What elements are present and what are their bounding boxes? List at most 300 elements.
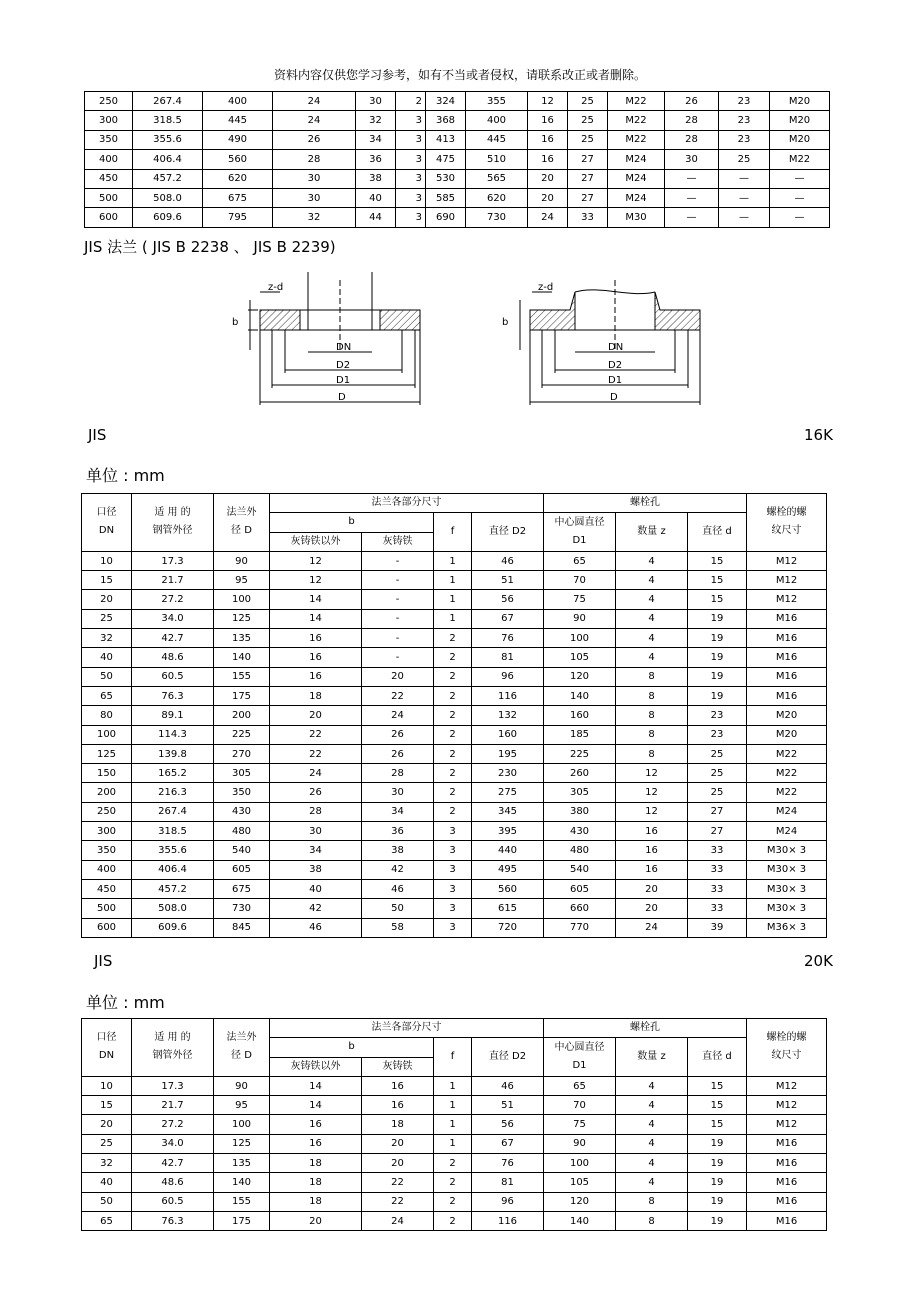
table-cell: 300	[82, 822, 132, 841]
table-cell: 12	[270, 571, 362, 590]
table-cell: M16	[747, 629, 827, 648]
table-cell: 24	[528, 208, 568, 227]
right-b-label: b	[502, 317, 509, 328]
table-cell: 30	[273, 169, 356, 188]
h-holes: 螺栓孔	[544, 494, 747, 513]
table-cell: 770	[544, 918, 616, 937]
table-cell: 90	[214, 551, 270, 570]
table-row	[82, 879, 827, 898]
table-cell: M24	[608, 150, 665, 169]
table-cell: 22	[362, 1173, 434, 1192]
table-cell: 12	[616, 764, 688, 783]
table-cell: 355.6	[132, 841, 214, 860]
table-cell: 40	[82, 648, 132, 667]
table-cell: 32	[273, 208, 356, 227]
table-cell: 345	[472, 802, 544, 821]
table-row	[85, 130, 830, 149]
table-cell: 15	[82, 1096, 132, 1115]
right-d1-label: D1	[608, 375, 623, 386]
h-z: 数量 z	[616, 513, 688, 552]
table-cell: 27	[568, 188, 608, 207]
table-cell: 139.8	[132, 744, 214, 763]
table-cell: 32	[356, 111, 396, 130]
table-cell: 260	[544, 764, 616, 783]
table-cell: 15	[688, 551, 747, 570]
table-cell: M30	[608, 208, 665, 227]
h-f: f	[434, 1038, 472, 1077]
table-cell: M16	[747, 1134, 827, 1153]
table-cell: 165.2	[132, 764, 214, 783]
table-cell: 20	[82, 590, 132, 609]
table-cell: 1	[434, 1076, 472, 1095]
table-cell: 2	[434, 629, 472, 648]
table-cell: 500	[85, 188, 133, 207]
table-cell: M20	[770, 111, 830, 130]
table-cell: 40	[82, 1173, 132, 1192]
table-cell: 76	[472, 1154, 544, 1173]
table-cell: 28	[273, 150, 356, 169]
table-cell: 42.7	[132, 629, 214, 648]
table-cell: 155	[214, 667, 270, 686]
table-cell: 225	[544, 744, 616, 763]
table-cell: 46	[362, 879, 434, 898]
table-cell: 318.5	[132, 822, 214, 841]
table-cell: 1	[434, 590, 472, 609]
table-cell: 3	[396, 169, 426, 188]
table-cell: 305	[544, 783, 616, 802]
table-cell: 42	[362, 860, 434, 879]
table-row	[82, 1076, 827, 1095]
table-cell: 4	[616, 1076, 688, 1095]
table-cell: 3	[434, 822, 472, 841]
table-cell: 19	[688, 629, 747, 648]
table-cell: 605	[214, 860, 270, 879]
table-cell: —	[665, 169, 719, 188]
table-cell: 795	[203, 208, 273, 227]
table-cell: 445	[466, 130, 528, 149]
table-cell: 50	[82, 667, 132, 686]
jis-20k-right-label: 20K	[804, 952, 833, 970]
table-cell: 24	[616, 918, 688, 937]
table-cell: 27.2	[132, 1115, 214, 1134]
table-row	[82, 1134, 827, 1153]
h-bolt: 螺栓的螺 纹尺寸	[747, 494, 827, 552]
table-cell: 96	[472, 1192, 544, 1211]
table-cell: 75	[544, 1115, 616, 1134]
table-cell: 120	[544, 1192, 616, 1211]
table-row	[85, 150, 830, 169]
table-16k	[81, 493, 827, 938]
table-cell: 267.4	[133, 92, 203, 111]
table-cell: -	[362, 648, 434, 667]
table-cell: 16	[528, 150, 568, 169]
table-cell: 1	[434, 551, 472, 570]
table-cell: 81	[472, 1173, 544, 1192]
table-cell: 510	[466, 150, 528, 169]
table-cell: 15	[688, 1115, 747, 1134]
table-cell: 2	[434, 706, 472, 725]
table-cell: 457.2	[133, 169, 203, 188]
table-cell: 46	[472, 551, 544, 570]
table-cell: 65	[544, 1076, 616, 1095]
table-cell: 24	[273, 111, 356, 130]
table-cell: 1	[434, 1115, 472, 1134]
table-cell: 125	[214, 1134, 270, 1153]
table-cell: 25	[688, 744, 747, 763]
table-cell: 3	[396, 130, 426, 149]
table-cell: 4	[616, 551, 688, 570]
table-20k	[81, 1018, 827, 1231]
table-cell: 23	[688, 706, 747, 725]
table-cell: 355	[466, 92, 528, 111]
table-cell: 430	[214, 802, 270, 821]
table-cell: —	[770, 169, 830, 188]
table-cell: M12	[747, 1096, 827, 1115]
table-cell: M22	[747, 764, 827, 783]
table-cell: 155	[214, 1192, 270, 1211]
table-cell: 500	[82, 899, 132, 918]
table-cell: 42.7	[132, 1154, 214, 1173]
table-cell: 400	[466, 111, 528, 130]
table-cell: —	[665, 208, 719, 227]
table-cell: 620	[203, 169, 273, 188]
header-note: 资料内容仅供您学习参考，如有不当或者侵权，请联系改正或者删除。	[273, 68, 646, 82]
table-cell: 17.3	[132, 1076, 214, 1095]
table-cell: 80	[82, 706, 132, 725]
table-cell: 20	[270, 706, 362, 725]
table-cell: -	[362, 609, 434, 628]
table-cell: 4	[616, 648, 688, 667]
table-cell: 8	[616, 744, 688, 763]
table-row	[82, 783, 827, 802]
table-cell: 32	[82, 629, 132, 648]
table-cell: 19	[688, 1192, 747, 1211]
table-cell: 40	[270, 879, 362, 898]
table-cell: 16	[362, 1076, 434, 1095]
table-cell: 560	[472, 879, 544, 898]
h-b2: 灰铸铁	[362, 1057, 434, 1076]
table-cell: 50	[362, 899, 434, 918]
table-cell: 100	[82, 725, 132, 744]
table-cell: 430	[544, 822, 616, 841]
table-cell: 135	[214, 629, 270, 648]
table-cell: -	[362, 590, 434, 609]
table-cell: 46	[472, 1076, 544, 1095]
h-d1: 中心圆直径 D1	[544, 1038, 616, 1077]
table-cell: 1	[434, 1096, 472, 1115]
table-cell: 17.3	[132, 551, 214, 570]
table-row	[82, 1096, 827, 1115]
table-cell: M30× 3	[747, 899, 827, 918]
table-cell: -	[362, 571, 434, 590]
table-cell: 21.7	[132, 571, 214, 590]
table-cell: 33	[688, 841, 747, 860]
table-cell: 56	[472, 1115, 544, 1134]
table-cell: 50	[82, 1192, 132, 1211]
table-cell: 530	[426, 169, 466, 188]
h-f: f	[434, 513, 472, 552]
table-cell: M20	[747, 706, 827, 725]
table-cell: 20	[616, 879, 688, 898]
table-cell: M22	[608, 130, 665, 149]
table-cell: 400	[82, 860, 132, 879]
table-cell: 2	[434, 648, 472, 667]
h-dims: 法兰各部分尺寸	[270, 494, 544, 513]
table-cell: 58	[362, 918, 434, 937]
table-cell: 730	[214, 899, 270, 918]
table-cell: 18	[270, 686, 362, 705]
table-cell: 30	[270, 822, 362, 841]
table-cell: 2	[434, 1211, 472, 1230]
table-cell: 8	[616, 1211, 688, 1230]
table-cell: 675	[203, 188, 273, 207]
table-cell: 16	[616, 822, 688, 841]
table-cell: 70	[544, 571, 616, 590]
table-cell: 132	[472, 706, 544, 725]
table-cell: 33	[688, 899, 747, 918]
table-cell: 65	[544, 551, 616, 570]
table-cell: -	[362, 629, 434, 648]
table-cell: 406.4	[132, 860, 214, 879]
table-cell: 19	[688, 1154, 747, 1173]
table-cell: 10	[82, 1076, 132, 1095]
table-cell: M16	[747, 667, 827, 686]
table-cell: 100	[544, 1154, 616, 1173]
table-cell: 100	[214, 590, 270, 609]
table-cell: 1	[434, 1134, 472, 1153]
jis-20k-left-label: JIS	[94, 952, 113, 970]
table-row	[85, 169, 830, 188]
table-cell: 175	[214, 1211, 270, 1230]
table-cell: 19	[688, 648, 747, 667]
table-row	[82, 551, 827, 570]
table-cell: 3	[434, 918, 472, 937]
table-cell: 16	[616, 860, 688, 879]
table-row	[82, 686, 827, 705]
table-cell: 395	[472, 822, 544, 841]
top-table	[84, 91, 830, 228]
table-cell: 51	[472, 1096, 544, 1115]
table-cell: 14	[270, 590, 362, 609]
table-row	[82, 590, 827, 609]
table-cell: 480	[544, 841, 616, 860]
table-cell: 56	[472, 590, 544, 609]
table-cell: 560	[203, 150, 273, 169]
table-cell: 16	[528, 111, 568, 130]
table-cell: 67	[472, 609, 544, 628]
table-cell: 15	[82, 571, 132, 590]
table-cell: 216.3	[132, 783, 214, 802]
table-row	[82, 918, 827, 937]
left-d-label: D	[338, 392, 346, 403]
table-cell: 100	[214, 1115, 270, 1134]
table-cell: 3	[434, 899, 472, 918]
table-cell: 33	[688, 860, 747, 879]
table-cell: 4	[616, 571, 688, 590]
table-cell: 24	[362, 706, 434, 725]
table-cell: 34	[356, 130, 396, 149]
table-cell: 25	[719, 150, 770, 169]
table-cell: 445	[203, 111, 273, 130]
table-cell: 508.0	[132, 899, 214, 918]
table-cell: 30	[273, 188, 356, 207]
table-cell: 15	[688, 1076, 747, 1095]
table-cell: M24	[747, 802, 827, 821]
table-cell: 4	[616, 1096, 688, 1115]
table-cell: 20	[270, 1211, 362, 1230]
right-d2-label: D2	[608, 360, 623, 371]
table-cell: 25	[568, 130, 608, 149]
table-cell: 350	[214, 783, 270, 802]
table-cell: 22	[362, 686, 434, 705]
table-cell: 21.7	[132, 1096, 214, 1115]
table-cell: 720	[472, 918, 544, 937]
table-cell: M22	[608, 111, 665, 130]
table-cell: 4	[616, 590, 688, 609]
table-cell: 324	[426, 92, 466, 111]
table-cell: —	[719, 188, 770, 207]
table-row	[82, 667, 827, 686]
table-cell: 140	[544, 686, 616, 705]
table-cell: M30× 3	[747, 860, 827, 879]
table-cell: 96	[472, 667, 544, 686]
h-bolt: 螺栓的螺 纹尺寸	[747, 1019, 827, 1077]
table-cell: 540	[544, 860, 616, 879]
table-cell: M16	[747, 609, 827, 628]
table-cell: —	[719, 169, 770, 188]
table-cell: 660	[544, 899, 616, 918]
table-cell: 89.1	[132, 706, 214, 725]
table-cell: 22	[270, 725, 362, 744]
table-cell: 4	[616, 1134, 688, 1153]
table-cell: 12	[528, 92, 568, 111]
table-cell: 270	[214, 744, 270, 763]
table-cell: 475	[426, 150, 466, 169]
table-cell: —	[665, 188, 719, 207]
h-dd: 直径 d	[688, 513, 747, 552]
table-cell: 19	[688, 609, 747, 628]
table-cell: 2	[434, 1192, 472, 1211]
left-d1-label: D1	[336, 375, 351, 386]
table-cell: M20	[770, 92, 830, 111]
table-cell: 200	[214, 706, 270, 725]
table-cell: 25	[688, 783, 747, 802]
table-cell: 20	[362, 1154, 434, 1173]
table-cell: 3	[396, 150, 426, 169]
table-cell: 350	[82, 841, 132, 860]
table-cell: 26	[362, 725, 434, 744]
table-cell: 34	[362, 802, 434, 821]
table-cell: 100	[544, 629, 616, 648]
table-cell: 105	[544, 648, 616, 667]
table-cell: 46	[270, 918, 362, 937]
table-cell: 38	[356, 169, 396, 188]
h-dn: 口径 DN	[82, 494, 132, 552]
table-cell: 2	[434, 1173, 472, 1192]
table-cell: M12	[747, 551, 827, 570]
table-cell: 51	[472, 571, 544, 590]
table-cell: 19	[688, 686, 747, 705]
table-cell: 305	[214, 764, 270, 783]
table-cell: 140	[214, 1173, 270, 1192]
table-cell: 60.5	[132, 1192, 214, 1211]
table-cell: 2	[434, 802, 472, 821]
table-cell: 81	[472, 648, 544, 667]
table-cell: M16	[747, 1154, 827, 1173]
table-cell: 105	[544, 1173, 616, 1192]
table-cell: 30	[665, 150, 719, 169]
table-cell: 44	[356, 208, 396, 227]
table-cell: 275	[472, 783, 544, 802]
table-cell: 250	[85, 92, 133, 111]
table-cell: 730	[466, 208, 528, 227]
table-cell: 690	[426, 208, 466, 227]
table-cell: 125	[214, 609, 270, 628]
table-cell: 406.4	[133, 150, 203, 169]
table-cell: 116	[472, 686, 544, 705]
table-row	[82, 725, 827, 744]
table-row	[82, 571, 827, 590]
table-cell: 76.3	[132, 686, 214, 705]
table-cell: 8	[616, 686, 688, 705]
flange-diagram	[210, 270, 720, 415]
table-cell: —	[770, 208, 830, 227]
h-dims: 法兰各部分尺寸	[270, 1019, 544, 1038]
table-cell: 26	[665, 92, 719, 111]
left-zd-label: z-d	[268, 282, 284, 293]
table-cell: 160	[472, 725, 544, 744]
table-cell: M22	[770, 150, 830, 169]
table-cell: 28	[665, 130, 719, 149]
table-cell: 160	[544, 706, 616, 725]
table-cell: 3	[434, 879, 472, 898]
table-cell: M16	[747, 1192, 827, 1211]
table-cell: 609.6	[133, 208, 203, 227]
table-cell: 490	[203, 130, 273, 149]
table-cell: 4	[616, 609, 688, 628]
table-cell: 14	[270, 609, 362, 628]
table-cell: 508.0	[133, 188, 203, 207]
table-cell: 120	[544, 667, 616, 686]
table-cell: 65	[82, 1211, 132, 1230]
table-cell: 36	[356, 150, 396, 169]
table-cell: 26	[270, 783, 362, 802]
table-cell: 20	[528, 188, 568, 207]
table-cell: 4	[616, 1115, 688, 1134]
table-cell: 23	[719, 111, 770, 130]
table-cell: 27	[568, 169, 608, 188]
table-cell: M16	[747, 648, 827, 667]
table-cell: 380	[544, 802, 616, 821]
table-cell: 8	[616, 706, 688, 725]
table-cell: 2	[434, 783, 472, 802]
table-cell: —	[770, 188, 830, 207]
table-cell: M12	[747, 590, 827, 609]
table-cell: 267.4	[132, 802, 214, 821]
table-row	[82, 706, 827, 725]
table-cell: M16	[747, 1173, 827, 1192]
table-cell: 2	[434, 1154, 472, 1173]
table-cell: 3	[434, 841, 472, 860]
table-cell: 28	[665, 111, 719, 130]
table-cell: 225	[214, 725, 270, 744]
table-row	[82, 1211, 827, 1230]
table-cell: 95	[214, 1096, 270, 1115]
table-cell: 22	[362, 1192, 434, 1211]
table-cell: 12	[616, 802, 688, 821]
table-cell: 4	[616, 1154, 688, 1173]
table-row	[82, 1173, 827, 1192]
